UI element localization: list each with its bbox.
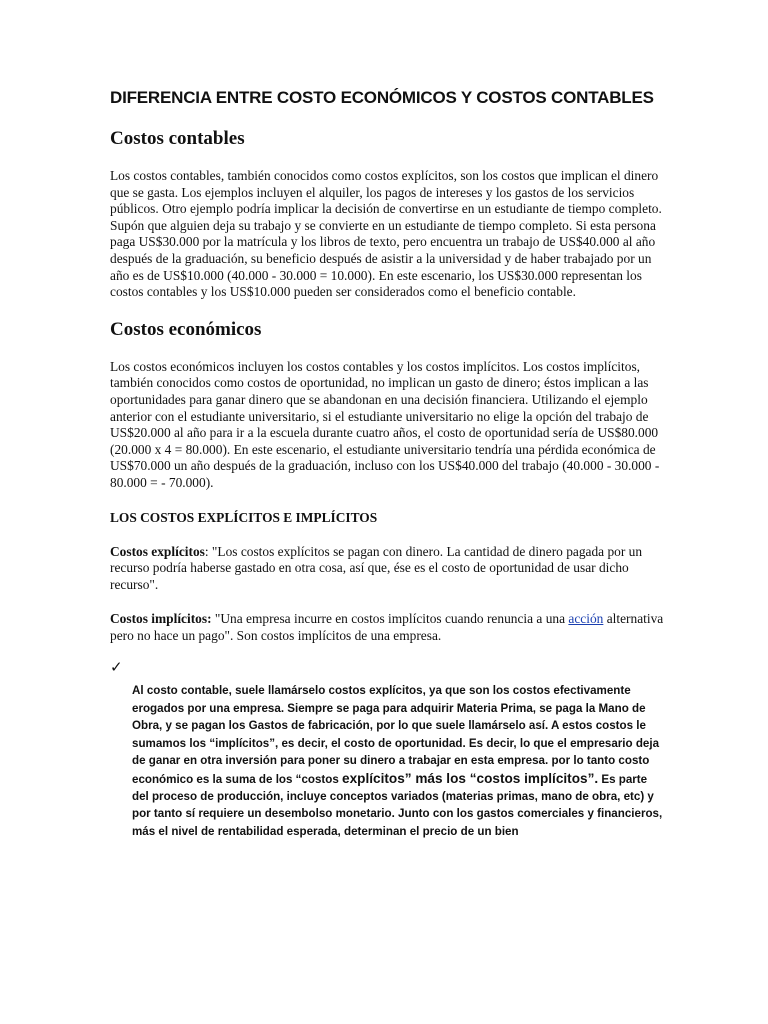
definition-explicit xyxy=(110,544,664,594)
definition-implicit-text-2: alternativa pero no hace un pago". Son costos implícitos de una empresa. xyxy=(110,611,664,643)
summary-paragraph xyxy=(132,682,664,840)
definition-implicit-text-1: "Una empresa incurre en costos implícitos cuando renuncia a una xyxy=(211,611,569,627)
heading-costos-economicos: Costos económicos xyxy=(110,318,262,340)
paragraph-costos-economicos: Los costos económicos incluyen los costos contables y los costos implícitos. Los costos implícitos, también conocidos como costos de oportunidad, no implican un gasto de dinero; éstos implican a las oportunidades para ganar dinero que se abandonan en una decisión financiera. Utilizando el ejemplo anterior con el estudiante universitario, si el estudiante universitario no elige la opción del trabajo de US$20.000 al año para ir a la escuela durante cuatro años, el costo de oportunidad sería de US$80.000 (20.000 x 4 = 80.000). En este escenario, el estudiante universitario tendría una pérdida económica de US$70.000 un año después de la graduación, incluso con los US$40.000 del trabajo (40.000 - 30.000 - 80.000 = - 70.000). xyxy=(110,358,660,490)
link-accion[interactable]: acción xyxy=(568,611,604,627)
summary-text-2: Es parte del proceso de producción, incluye conceptos variados (materias primas, mano de obra, etc) y por tanto sí requiere un desembolso monetario. Junto con los gastos comerciales y financieros, más el nivel de rentabilidad esperada, determinan el precio de un bien xyxy=(132,772,663,838)
heading-costos-contables: Costos contables xyxy=(110,128,245,149)
paragraph-costos-contables: Los costos contables, también conocidos como costos explícitos, son los costos que implican el dinero que se gasta. Los ejemplos incluyen el alquiler, los pagos de intereses y los gastos de los servicios públicos. Otro ejemplo podría implicar la decisión de convertirse en un estudiante de tiempo completo. Supón que alguien deja su trabajo y se convierte en un estudiante de tiempo completo. Si esta persona paga US$30.000 por la matrícula y los libros de texto, pero encuentra un trabajo de US$40.000 al año después de la graduación, su beneficio después de asistir a la universidad y de haber trabajado por un año es de US$10.000 (40.000 - 30.000 = 10.000). En este escenario, los US$30.000 representan los costos contables y los US$10.000 pueden ser considerados como el beneficio contable. xyxy=(110,168,662,300)
heading-explicitos-implicitos: LOS COSTOS EXPLÍCITOS E IMPLÍCITOS xyxy=(110,509,378,525)
document-title: DIFERENCIA ENTRE COSTO ECONÓMICOS Y COSTOS CONTABLES xyxy=(110,88,654,107)
checkmark-icon: ✓ xyxy=(110,658,123,677)
term-costos-explicitos: Costos explícitos xyxy=(110,543,205,559)
term-costos-implicitos: Costos implícitos: xyxy=(110,611,212,627)
definition-implicit xyxy=(110,611,664,644)
summary-text-1: Al costo contable, suele llamárselo costos explícitos, ya que son los costos efectivamente erogados por una empresa. Siempre se paga para adquirir Materia Prima, se paga la Mano de Obra, y se pagan los Gastos de fabricación, por lo que suele llamárselo así. A estos costos le sumamos los “implícitos”, es decir, el costo de oportunidad. Es decir, lo que el empresario deja de ganar en otra inversión para poner su dinero a trabajar en esta empresa. por lo tanto costo económico es la suma de los “costos xyxy=(132,684,660,786)
summary-emphasis: explícitos” más los “costos implícitos”. xyxy=(342,770,599,786)
definition-explicit-text: : "Los costos explícitos se pagan con dinero. La cantidad de dinero pagada por un recurso podría haberse gastado en otra cosa, así que, ése es el costo de oportunidad de usar dicho recurso". xyxy=(110,543,643,592)
